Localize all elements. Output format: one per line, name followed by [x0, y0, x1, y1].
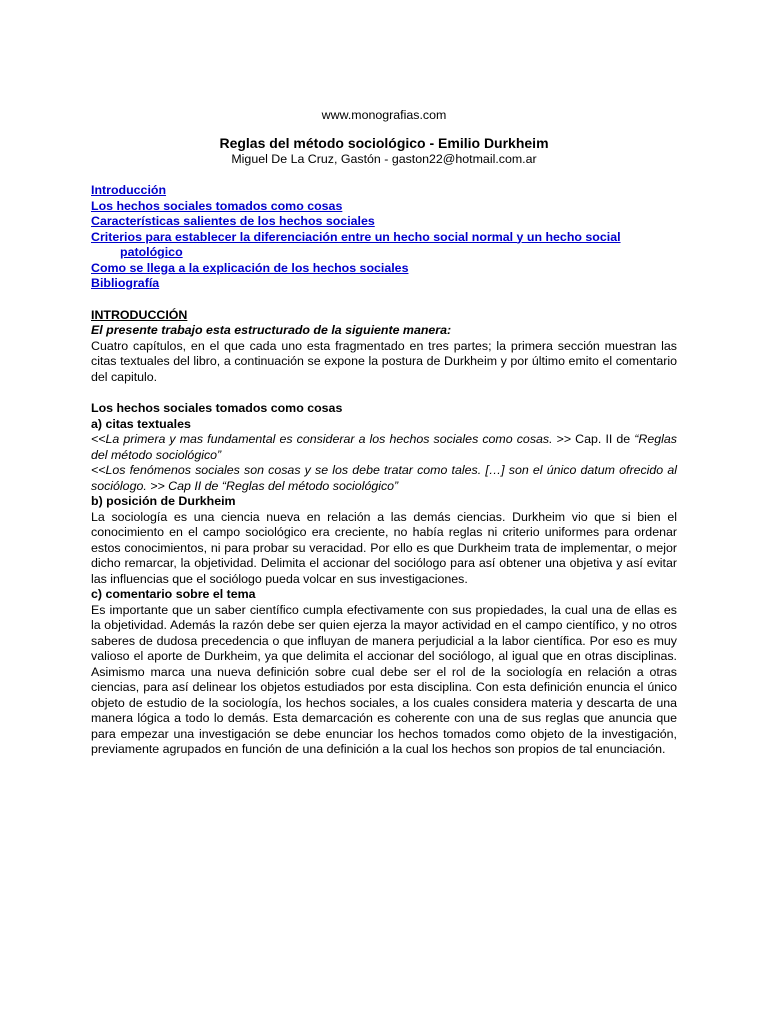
quote-1-ref: >> Cap. II de: [552, 432, 631, 446]
intro-heading: INTRODUCCIÓN: [91, 307, 188, 322]
toc-link-criterios-continuation[interactable]: patológico: [120, 245, 183, 259]
section1-c-paragraph: Es importante que un saber científico cumpla efectivamente con sus propiedades, la cual una de ellas es la objetividad. Además la razón debe ser quien ejerza la mayor actividad en el campo científico, y no otros saberes de dudosa precedencia o que influyan de manera perjudicial a la labor científica. Por eso es muy valioso el aporte de Durkheim, ya que delimita el accionar del sociólogo, al igual que en otras disciplinas. Asimismo marca una nueva definición sobre cual debe ser el rol de la sociología en relación a otras ciencias, para así delinear los objetos estudiados por esta disciplina. Con esta definición enuncia el único objeto de estudio de la sociología, los hechos sociales, a los cuales considera materia y descarta de una manera lógica a todo lo demás. Esta demarcación es coherente con una de sus reglas que anuncia que para empezar una investigación se debe enunciar los hechos tomados como objeto de la investigación, previamente agrupados en función de una definición a la cual los hechos son propios de tal enunciación.: [91, 602, 677, 756]
section1-c-heading: c) comentario sobre el tema: [91, 587, 256, 601]
toc-link-hechos-sociales-cosas[interactable]: Los hechos sociales tomados como cosas: [91, 198, 343, 213]
toc-link-explicacion[interactable]: Como se llega a la explicación de los hechos sociales: [91, 260, 409, 275]
toc-link-criterios[interactable]: Criterios para establecer la diferenciación entre un hecho social normal y un hecho social: [91, 229, 621, 244]
intro-subheading: El presente trabajo esta estructurado de la siguiente manera:: [91, 323, 452, 337]
section1-b-paragraph: La sociología es una ciencia nueva en relación a las demás ciencias. Durkheim vio que si bien el conocimiento en el campo sociológico era creciente, no había reglas ni criterio uniformes para ordenar estos conocimientos, ni para probar su veracidad. Por ello es que Durkheim trata de implementar, o mejor dicho remarcar, la objetividad. Delimita el accionar del sociólogo para así obtener una objetiva y así evitar las influencias que el sociólogo pueda volcar en sus investigaciones.: [91, 509, 677, 586]
table-of-contents: [91, 183, 677, 292]
quote-1-tail: “Reglas del método sociológico”: [91, 432, 677, 462]
quote-2: <<Los fenómenos sociales son cosas y se los debe tratar como tales. […] son el único datum ofrecido al sociólogo. >> Cap II de “Reglas del método sociológico”: [91, 463, 677, 493]
document-title: Reglas del método sociológico - Emilio Durkheim: [219, 134, 549, 151]
toc-link-caracteristicas[interactable]: Características salientes de los hechos sociales: [91, 214, 375, 228]
document-page: [91, 108, 677, 758]
intro-paragraph: Cuatro capítulos, en el que cada uno esta fragmentado en tres partes; la primera sección muestran las citas textuales del libro, a continuación se expone la postura de Durkheim y por último emito el comentario del capitulo.: [91, 338, 677, 384]
site-url: www.monografias.com: [321, 108, 447, 122]
quote-1-text: <<La primera y mas fundamental es considerar a los hechos sociales como cosas.: [91, 432, 553, 446]
section1-a-heading: a) citas textuales: [91, 416, 191, 431]
toc-link-introduccion[interactable]: Introducción: [91, 183, 167, 197]
toc-link-bibliografia[interactable]: Bibliografía: [91, 276, 160, 290]
section1-title: Los hechos sociales tomados como cosas: [91, 401, 343, 415]
quote-1: [91, 432, 677, 463]
section1-b-heading: b) posición de Durkheim: [91, 494, 236, 508]
author-line: Miguel De La Cruz, Gastón - gaston22@hotmail.com.ar: [231, 151, 537, 166]
